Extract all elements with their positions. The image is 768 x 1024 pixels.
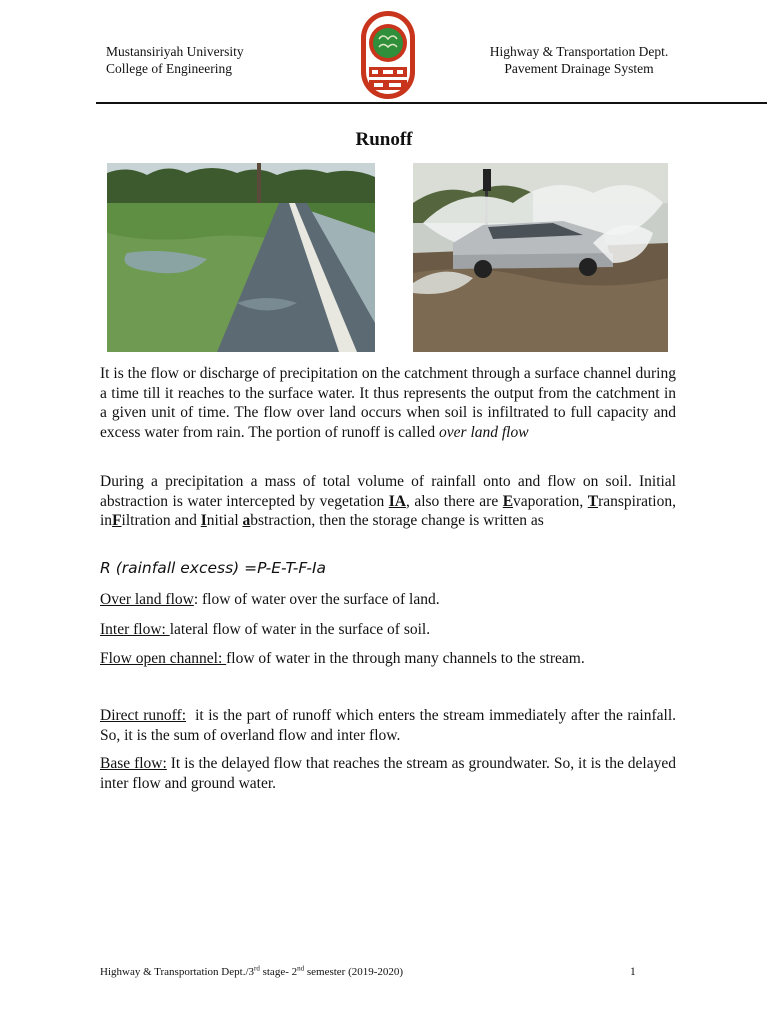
direct-runoff-definition <box>100 706 680 745</box>
university-seal-icon <box>359 9 417 101</box>
e-letter: E <box>502 492 514 510</box>
page-number: 1 <box>630 966 636 978</box>
p2-text-c: vaporation, <box>513 492 588 510</box>
base-flow-definition <box>100 754 676 793</box>
p2-text-e: iltration and <box>121 512 201 529</box>
footer-sup-rd: rd <box>254 964 260 973</box>
overland-flow-text: : flow of water over the surface of land. <box>193 591 440 608</box>
runoff-formula: R (rainfall excess) =P-E-T-F-Ia <box>100 559 327 577</box>
page-footer <box>100 966 403 978</box>
i-letter: I <box>200 512 207 529</box>
footer-text-a: Highway & Transportation Dept./3 <box>100 966 254 978</box>
course-name: Pavement Drainage System <box>504 61 654 76</box>
footer-sup-nd: nd <box>297 964 305 973</box>
a-letter: a <box>242 512 251 529</box>
p1-text: It is the flow or discharge of precipitation on the catchment through a surface channel during a time till it reaches to the surface water. It thus represents the output from the catchment in a given unit of time. The flow over land occurs when soil is infiltrated to full capacity and excess water from rain. The portion of runoff is called <box>100 365 676 441</box>
department-name: Highway & Transportation Dept. <box>489 44 669 59</box>
runoff-definition-paragraph <box>100 364 676 442</box>
header-left <box>106 43 244 77</box>
flooded-road-photo <box>107 163 375 352</box>
open-channel-definition <box>100 649 690 669</box>
open-channel-text: flow of water in the through many channels to the stream. <box>226 650 585 667</box>
open-channel-label: Flow open channel: <box>100 650 227 667</box>
t-letter: T <box>587 492 599 510</box>
inter-flow-definition <box>100 620 690 640</box>
header-right <box>470 43 688 77</box>
car-splashing-flood-photo <box>413 163 668 352</box>
university-name: Mustansiriyah University <box>106 44 244 59</box>
f-letter: F <box>112 512 122 529</box>
page-title: Runoff <box>355 129 413 150</box>
p2-text-f: nitial <box>206 512 243 529</box>
footer-text-b: stage- 2 <box>259 966 298 978</box>
inter-flow-text: lateral flow of water in the surface of soil. <box>169 621 431 638</box>
footer-text-c: semester (2019-2020) <box>304 966 404 978</box>
p2-text-g: bstraction, then the storage change is written as <box>250 512 544 529</box>
college-name: College of Engineering <box>106 61 232 76</box>
p2-text-a: During a precipitation a mass of total volume of rainfall onto and flow on soil. Initial abstraction is water intercepted by vegetation <box>100 473 676 510</box>
ia-abbrev: IA <box>388 492 406 510</box>
precipitation-paragraph <box>100 472 676 531</box>
base-flow-text: It is the delayed flow that reaches the stream as groundwater. So, it is the delayed inter flow and ground water. <box>100 755 676 792</box>
direct-runoff-text: it is the part of runoff which enters the stream immediately after the rainfall. So, it is the sum of overland flow and inter flow. <box>100 707 680 744</box>
base-flow-label: Base flow: <box>100 755 167 772</box>
header-divider <box>96 102 767 104</box>
direct-runoff-label: Direct runoff: <box>100 707 187 724</box>
overland-flow-definition <box>100 590 690 610</box>
p2-text-b: , also there are <box>405 492 503 510</box>
p2-text-d: ranspiration, in <box>100 492 676 529</box>
overland-flow-label: Over land flow <box>100 591 194 608</box>
inter-flow-label: Inter flow: <box>100 621 170 638</box>
over-land-flow-term: over land flow <box>439 423 529 441</box>
